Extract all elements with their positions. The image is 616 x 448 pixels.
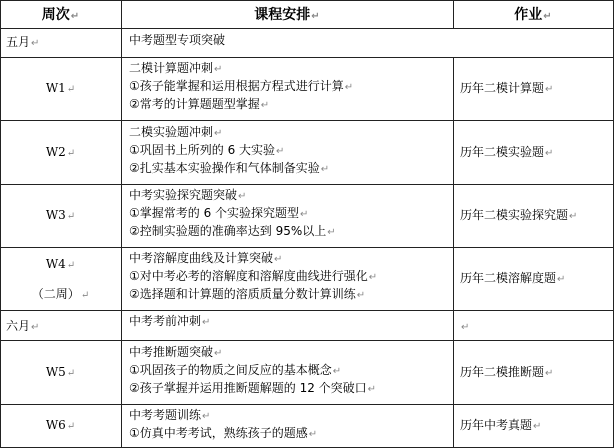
homework-cell: 历年中考真题↵ <box>460 418 542 432</box>
plan-cell: 中考考前冲刺↵ <box>129 314 211 328</box>
row-divider <box>0 184 614 185</box>
homework-cell: 历年二模计算题↵ <box>460 81 554 95</box>
week-cell: W6↵ <box>45 418 76 432</box>
week-cell: 六月↵ <box>6 319 40 333</box>
plan-cell: 中考考题训练↵ ①仿真中考考试，熟练孩子的题感↵ <box>129 408 318 440</box>
col-divider <box>453 340 454 448</box>
header-homework: 作业↵ <box>514 7 552 23</box>
plan-cell: 中考实验探究题突破↵ ①掌握常考的 6 个实验探究题型↵ ②控制实验题的准确率达到 95%以上↵ <box>129 188 336 238</box>
week-cell: 五月↵ <box>6 35 40 49</box>
homework-cell: 历年二模推断题↵ <box>460 365 554 379</box>
header-week: 周次↵ <box>41 7 80 23</box>
plan-cell: 中考题型专项突破 <box>129 33 226 47</box>
row-divider <box>0 404 614 405</box>
table-border-top <box>0 0 614 1</box>
week-cell: W4↵ <box>45 257 76 271</box>
row-divider <box>0 57 614 58</box>
plan-cell: 二模计算题冲刺↵ ①孩子能掌握和运用根据方程式进行计算↵ ②常考的计算题题型掌握↵ <box>129 61 354 111</box>
row-divider <box>0 340 614 341</box>
row-divider <box>0 120 614 121</box>
col-divider <box>453 310 454 340</box>
header-plan: 课程安排↵ <box>254 7 320 23</box>
week-cell-duration: （二周）↵ <box>31 287 90 301</box>
plan-cell: 中考推断题突破↵ ①巩固孩子的物质之间反应的基本概念↵ ②孩子掌握并运用推断题解题的 12 个突破口↵ <box>129 345 377 395</box>
plan-cell: 二模实验题冲刺↵ ①巩固书上所列的 6 大实验↵ ②扎实基本实验操作和气体制备实验↵ <box>129 125 330 175</box>
row-divider <box>0 28 614 29</box>
plan-cell: 中考溶解度曲线及计算突破↵ ①对中考必考的溶解度和溶解度曲线进行强化↵ ②选择题和计算题的溶质质量分数计算训练↵ <box>129 251 378 301</box>
week-cell: W5↵ <box>45 365 76 379</box>
homework-cell: 历年二模实验题↵ <box>460 145 554 159</box>
row-divider <box>0 247 614 248</box>
week-cell: W2↵ <box>45 145 76 159</box>
table-border-right <box>613 0 614 448</box>
col-divider <box>453 57 454 310</box>
homework-cell: ↵ <box>461 322 470 333</box>
week-cell: W1↵ <box>45 81 76 95</box>
homework-cell: 历年二模溶解度题↵ <box>460 271 566 285</box>
row-divider <box>0 310 614 311</box>
col-divider <box>121 0 122 448</box>
week-cell: W3↵ <box>45 208 76 222</box>
homework-cell: 历年二模实验探究题↵ <box>460 208 578 222</box>
